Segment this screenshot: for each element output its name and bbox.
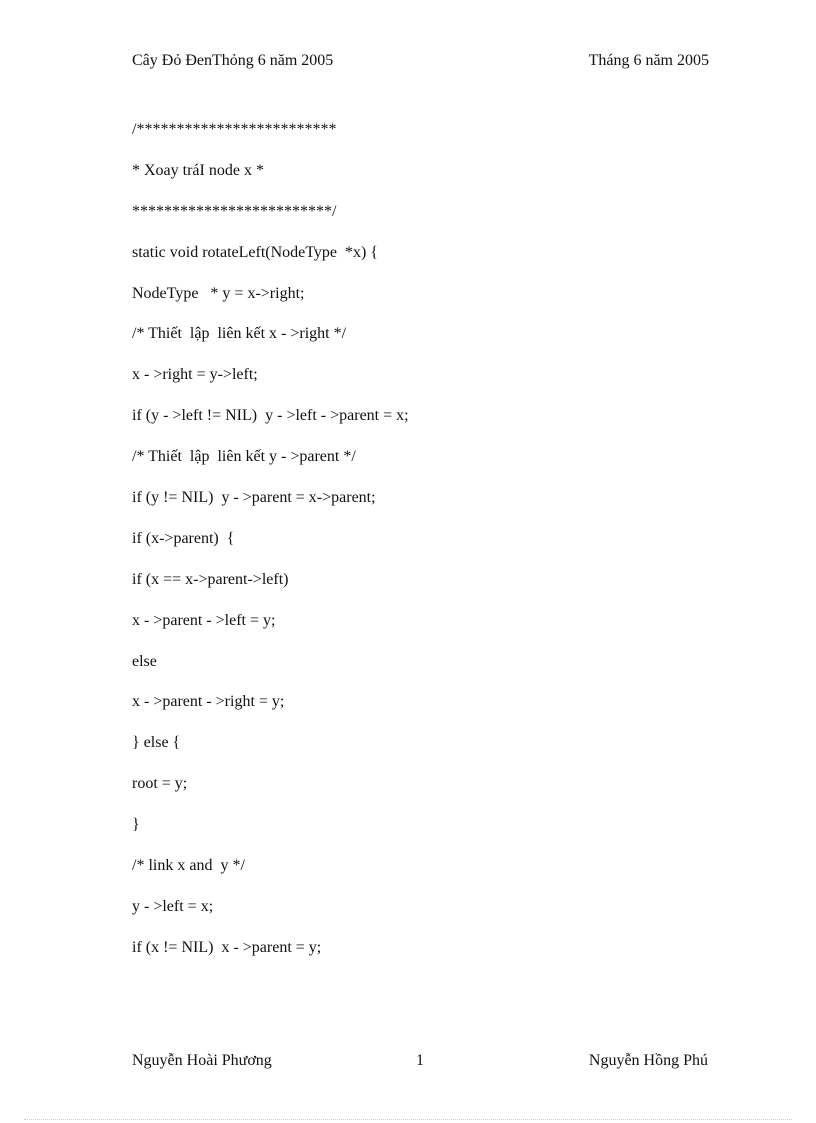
code-listing	[132, 119, 409, 978]
code-line: if (y != NIL) y - >parent = x->parent;	[132, 489, 376, 507]
code-line: x - >parent - >left = y;	[132, 611, 276, 629]
code-line: /*************************	[132, 121, 337, 138]
code-line: if (x != NIL) x - >parent = y;	[132, 938, 322, 956]
code-line: if (x == x->parent->left)	[132, 570, 289, 588]
code-line: x - >parent - >right = y;	[132, 693, 285, 711]
code-line: x - >right = y->left;	[132, 366, 258, 384]
header-date: Tháng 6 năm 2005	[588, 52, 709, 69]
code-line: /* link x and y */	[132, 857, 245, 875]
code-line: static void rotateLeft(NodeType *x) {	[132, 243, 379, 261]
code-line: y - >left = x;	[132, 897, 214, 915]
code-line: *************************/	[132, 202, 337, 220]
code-line: /* Thiết lập liên kết x - >right */	[132, 325, 347, 343]
code-line: * Xoay tráI node x *	[132, 161, 264, 179]
code-line: } else {	[132, 734, 181, 752]
footer-author-left: Nguyễn Hoài Phương	[132, 1052, 272, 1069]
code-line: }	[132, 816, 140, 834]
header-title: Cây Đỏ ĐenThỏng 6 năm 2005	[132, 52, 334, 69]
code-line: /* Thiết lập liên kết y - >parent */	[132, 448, 356, 466]
page-divider	[24, 1119, 792, 1120]
code-line: else	[132, 652, 157, 670]
page-number: 1	[416, 1052, 424, 1069]
footer-author-right: Nguyễn Hồng Phú	[588, 1052, 708, 1069]
code-line: root = y;	[132, 775, 188, 793]
code-line: if (y - >left != NIL) y - >left - >parent = x;	[132, 407, 409, 425]
code-line: NodeType * y = x->right;	[132, 284, 305, 302]
code-line: if (x->parent) {	[132, 529, 235, 547]
